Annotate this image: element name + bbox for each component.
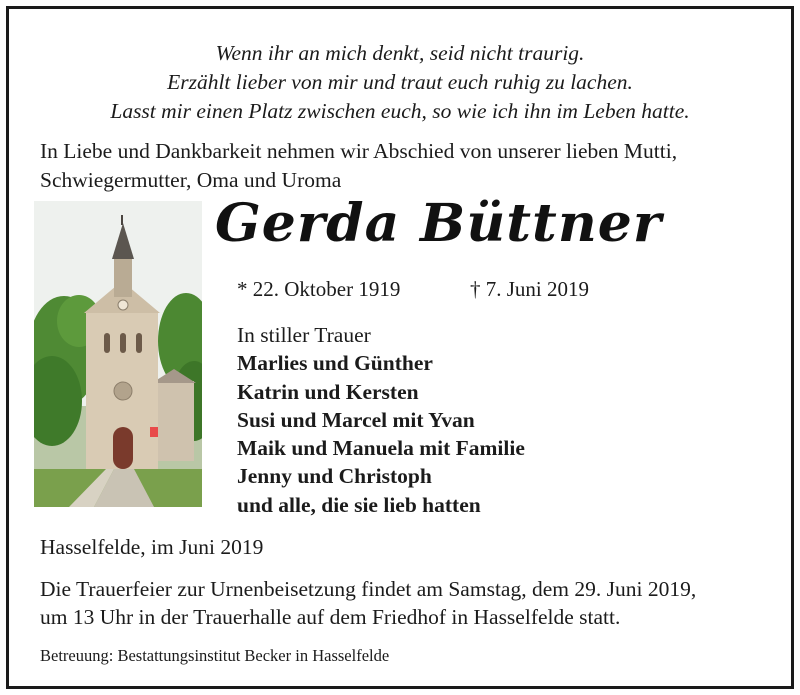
intro-line: Schwiegermutter, Oma und Uroma (40, 168, 342, 192)
life-dates (237, 275, 590, 303)
care-note: Betreuung: Bestattungsinstitut Becker in Hasselfelde (40, 646, 390, 665)
funeral-info (40, 575, 696, 631)
mourner-entry: Marlies und Günther (237, 351, 433, 376)
poem (9, 39, 791, 126)
church-photo (34, 201, 202, 507)
mourner-entry: Katrin und Kersten (237, 379, 419, 404)
mourner-entry: Maik und Manuela mit Familie (237, 436, 525, 461)
funeral-line: um 13 Uhr in der Trauerhalle auf dem Friedhof in Hasselfelde statt. (40, 605, 621, 629)
poem-line: Wenn ihr an mich denkt, seid nicht traurig. (215, 41, 585, 65)
obituary-frame (6, 6, 794, 689)
mourners-heading: In stiller Trauer (237, 323, 371, 347)
deceased-name: Gerda Büttner (215, 193, 663, 254)
place-and-date: Hasselfelde, im Juni 2019 (40, 535, 264, 559)
mourner-entry: und alle, die sie lieb hatten (237, 492, 481, 517)
mourners-list (237, 321, 525, 519)
death-date: † 7. Juni 2019 (470, 277, 590, 301)
poem-line: Erzählt lieber von mir und traut euch ruhig zu lachen. (167, 70, 633, 94)
mourner-entry: Susi und Marcel mit Yvan (237, 407, 475, 432)
birth-date: * 22. Oktober 1919 (237, 277, 401, 301)
intro-line: In Liebe und Dankbarkeit nehmen wir Abschied von unserer lieben Mutti, (40, 139, 678, 163)
poem-line: Lasst mir einen Platz zwischen euch, so wie ich ihn im Leben hatte. (110, 99, 690, 123)
funeral-line: Die Trauerfeier zur Urnenbeisetzung findet am Samstag, dem 29. Juni 2019, (40, 577, 697, 601)
mourner-entry: Jenny und Christoph (237, 464, 432, 489)
intro-text (40, 137, 677, 195)
